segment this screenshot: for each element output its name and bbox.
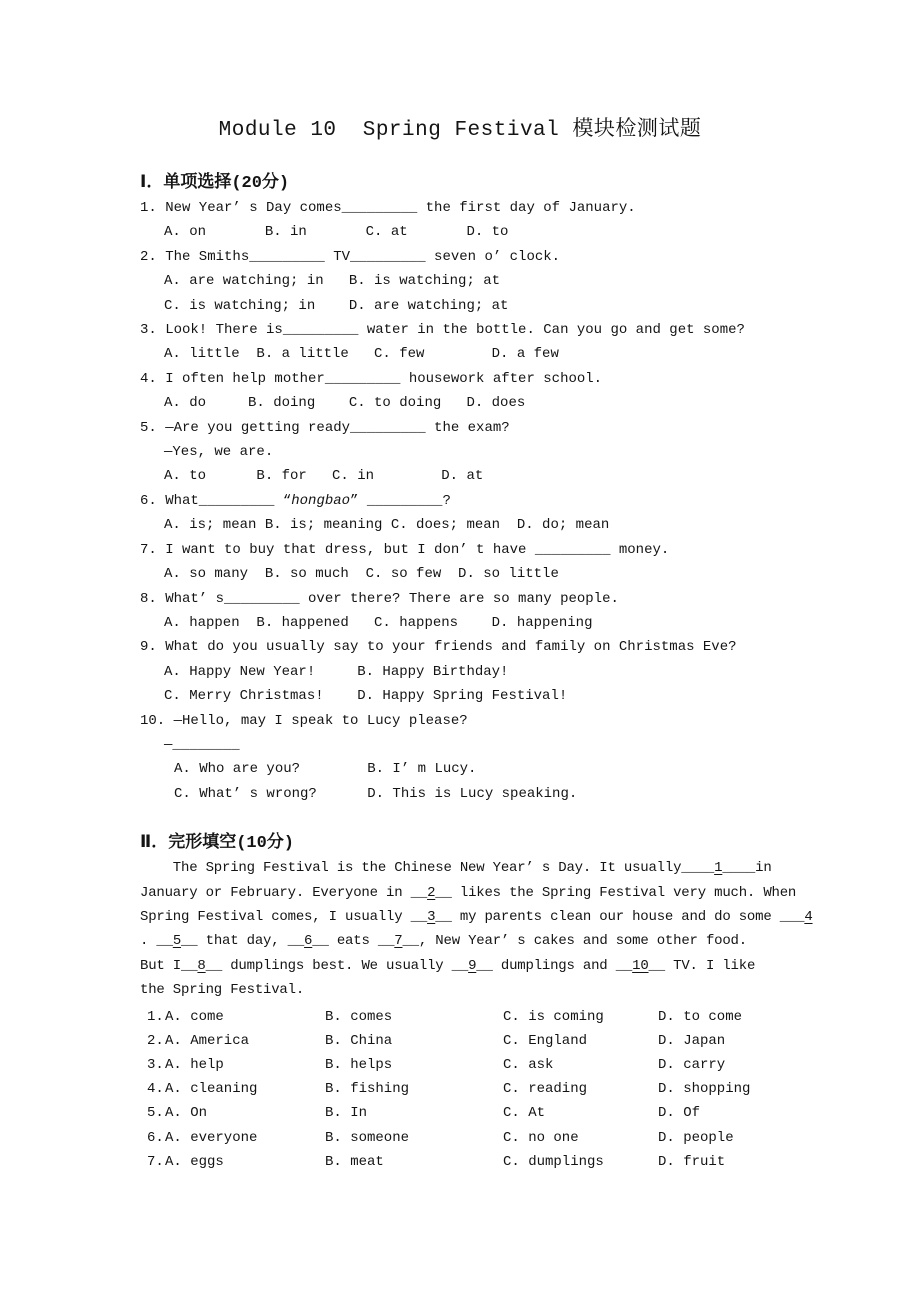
text-segment: 7. I want to buy that dress, but I don’ t have _________ money. — [140, 541, 670, 558]
text-segment: ___ — [779, 908, 805, 925]
option-row-number: 1. — [147, 1008, 164, 1025]
text-segment: __ — [451, 957, 469, 974]
blank-number: 8 — [197, 957, 206, 974]
italic-term: hongbao — [291, 492, 351, 509]
question-line — [140, 391, 920, 415]
blank-number: 4 — [804, 908, 813, 925]
option-cell-c: C. At — [503, 1105, 546, 1122]
option-row-number: 2. — [147, 1032, 164, 1049]
text-segment: that day, — [197, 933, 288, 950]
text-segment: 10. —Hello, may I speak to Lucy please? — [140, 712, 468, 729]
question-line — [140, 342, 920, 366]
question-line — [140, 684, 920, 708]
text-segment: __ — [287, 933, 305, 950]
cloze-option-row — [147, 1077, 920, 1101]
text-segment: A. to B. for C. in D. at — [164, 468, 484, 485]
cloze-option-row — [147, 1005, 920, 1029]
text-segment: A. little B. a little C. few D. a few — [164, 346, 559, 363]
text-segment: __ — [410, 884, 428, 901]
text-segment: __ — [615, 957, 633, 974]
text-segment: A. Happy New Year! B. Happy Birthday! — [164, 663, 509, 680]
blank-number: 5 — [172, 933, 182, 950]
section-heading-cloze: Ⅱ．完形填空(10分) — [140, 834, 295, 854]
cloze-option-row — [147, 1101, 920, 1125]
text-segment: Spring Festival comes, I usually — [140, 908, 411, 925]
text-segment: __ — [648, 957, 665, 974]
text-segment: C. is watching; in D. are watching; at — [164, 297, 509, 314]
option-cell-c: C. ask — [503, 1057, 554, 1073]
text-segment: 6. What_________ “ — [140, 492, 292, 509]
cloze-passage — [0, 856, 920, 1002]
passage-line — [140, 881, 920, 905]
text-segment: A. happen B. happened C. happens D. happening — [164, 614, 593, 631]
blank-number: 10 — [632, 957, 649, 974]
question-line — [140, 660, 920, 684]
question-line — [140, 269, 920, 293]
question-line — [140, 538, 920, 562]
option-row-number: 7. — [147, 1153, 164, 1170]
text-segment: __ — [410, 908, 428, 925]
text-segment: likes the Spring Festival very much. When — [451, 884, 797, 901]
text-segment: __ — [181, 933, 198, 950]
text-segment: January or February. Everyone in — [140, 884, 411, 901]
text-segment: TV. I like — [664, 957, 756, 974]
question-line — [140, 757, 920, 781]
cloze-option-row — [147, 1150, 920, 1174]
question-line — [140, 562, 920, 586]
text-segment: 2. The Smiths_________ TV_________ seven o’ clock. — [140, 248, 561, 265]
text-segment: __ — [377, 933, 395, 950]
text-segment: __ — [435, 884, 452, 901]
option-cell-a: A. come — [165, 1008, 224, 1025]
cloze-option-row — [147, 1029, 920, 1053]
option-cell-b: B. comes — [325, 1008, 393, 1025]
option-cell-c: C. reading — [503, 1081, 588, 1098]
option-cell-c: C. dumplings — [503, 1153, 604, 1170]
text-segment: __ — [205, 957, 223, 974]
option-cell-d: D. shopping — [658, 1081, 751, 1098]
option-cell-d: D. carry — [658, 1057, 726, 1073]
question-line — [140, 611, 920, 635]
option-cell-d: D. Japan — [658, 1032, 726, 1049]
text-segment: C. Merry Christmas! D. Happy Spring Festival! — [164, 688, 568, 705]
option-cell-d: D. fruit — [658, 1153, 726, 1170]
option-cell-b: B. China — [325, 1032, 393, 1049]
text-segment: 5. —Are you getting ready_________ the exam? — [140, 419, 510, 436]
question-line — [140, 416, 920, 440]
text-segment: A. Who are you? B. I’ m Lucy. — [174, 761, 477, 778]
question-line — [140, 245, 920, 269]
question-line — [140, 709, 920, 733]
option-cell-b: B. fishing — [325, 1081, 410, 1098]
option-cell-b: B. meat — [325, 1153, 384, 1170]
text-segment: —Yes, we are. — [164, 444, 274, 461]
text-segment: A. so many B. so much C. so few D. so little — [164, 566, 559, 583]
blank-number: 2 — [427, 884, 436, 901]
option-row-number: 3. — [147, 1057, 164, 1073]
option-row-number: 5. — [147, 1105, 164, 1122]
text-segment: my parents clean our house and do some — [451, 908, 780, 925]
question-line — [140, 513, 920, 537]
text-segment: —________ — [164, 736, 240, 753]
option-cell-a: A. On — [165, 1105, 208, 1122]
text-segment: ____ — [722, 860, 756, 877]
text-segment: dumplings and — [492, 957, 616, 974]
text-segment: eats — [328, 933, 378, 950]
question-line — [140, 635, 920, 659]
question-line — [140, 440, 920, 464]
text-segment: __ — [476, 957, 493, 974]
blank-number: 9 — [468, 957, 477, 974]
option-cell-d: D. people — [658, 1129, 734, 1146]
passage-line — [140, 954, 920, 978]
text-segment: But I — [140, 957, 182, 974]
passage-line — [140, 929, 920, 953]
text-segment: A. on B. in C. at D. to — [164, 224, 509, 241]
option-cell-d: D. Of — [658, 1105, 701, 1122]
cloze-option-rows — [0, 1005, 920, 1174]
passage-line — [140, 978, 920, 1002]
option-cell-b: B. In — [325, 1105, 368, 1122]
section-heading-multiple-choice: Ⅰ．单项选择(20分) — [140, 174, 290, 193]
option-cell-d: D. to come — [658, 1008, 743, 1025]
option-cell-a: A. cleaning — [165, 1081, 258, 1098]
question-line — [140, 318, 920, 342]
question-line — [140, 464, 920, 488]
question-line — [140, 196, 920, 220]
option-cell-c: C. no one — [503, 1129, 579, 1146]
passage-line — [140, 905, 920, 929]
question-line — [140, 489, 920, 513]
text-segment: . — [140, 933, 157, 950]
text-segment: __ — [181, 957, 198, 974]
text-segment: A. are watching; in B. is watching; at — [164, 273, 501, 290]
blank-number: 6 — [304, 933, 313, 950]
text-segment: __ — [435, 908, 452, 925]
text-segment: A. do B. doing C. to doing D. does — [164, 395, 526, 412]
text-segment: The Spring Festival is the Chinese New Year’ s Day. It usually — [140, 860, 682, 877]
option-cell-a: A. America — [165, 1032, 250, 1049]
cloze-option-row — [147, 1126, 920, 1150]
text-segment: the Spring Festival. — [140, 982, 305, 999]
passage-line — [140, 856, 920, 880]
text-segment: ” _________? — [350, 492, 451, 509]
text-segment: __ — [402, 933, 419, 950]
text-segment: 1. New Year’ s Day comes_________ the first day of January. — [140, 200, 636, 216]
option-cell-c: C. is coming — [503, 1008, 604, 1025]
text-segment: 8. What’ s_________ over there? There are so many people. — [140, 590, 619, 607]
text-segment: ____ — [681, 860, 715, 877]
blank-number: 7 — [394, 933, 403, 950]
cloze-option-row — [147, 1053, 920, 1077]
option-cell-c: C. England — [503, 1032, 588, 1049]
question-line — [140, 587, 920, 611]
text-segment: , New Year’ s cakes and some other food. — [418, 933, 747, 950]
blank-number: 3 — [427, 908, 436, 925]
option-cell-b: B. someone — [325, 1129, 410, 1146]
text-segment: 3. Look! There is_________ water in the bottle. Can you go and get some? — [140, 322, 745, 339]
text-segment: 9. What do you usually say to your friends and family on Christmas Eve? — [140, 639, 737, 656]
text-segment: C. What’ s wrong? D. This is Lucy speaking. — [174, 785, 578, 802]
question-line — [140, 733, 920, 757]
option-cell-b: B. helps — [325, 1057, 393, 1073]
text-segment: A. is; mean B. is; meaning C. does; mean D. do; mean — [164, 517, 610, 534]
text-segment: 4. I often help mother_________ housework after school. — [140, 370, 603, 387]
text-segment: __ — [312, 933, 329, 950]
option-cell-a: A. eggs — [165, 1153, 224, 1170]
option-cell-a: A. help — [165, 1057, 224, 1073]
option-row-number: 6. — [147, 1129, 164, 1146]
text-segment: in — [755, 860, 772, 877]
option-cell-a: A. everyone — [165, 1129, 258, 1146]
multiple-choice-questions — [0, 196, 920, 806]
text-segment: dumplings best. We usually — [222, 957, 452, 974]
blank-number: 1 — [714, 860, 723, 877]
page-title: Module 10 Spring Festival 模块检测试题 — [218, 119, 702, 142]
text-segment: __ — [156, 933, 173, 950]
option-row-number: 4. — [147, 1081, 164, 1098]
question-line — [140, 294, 920, 318]
question-line — [140, 782, 920, 806]
question-line — [140, 367, 920, 391]
question-line — [140, 220, 920, 244]
